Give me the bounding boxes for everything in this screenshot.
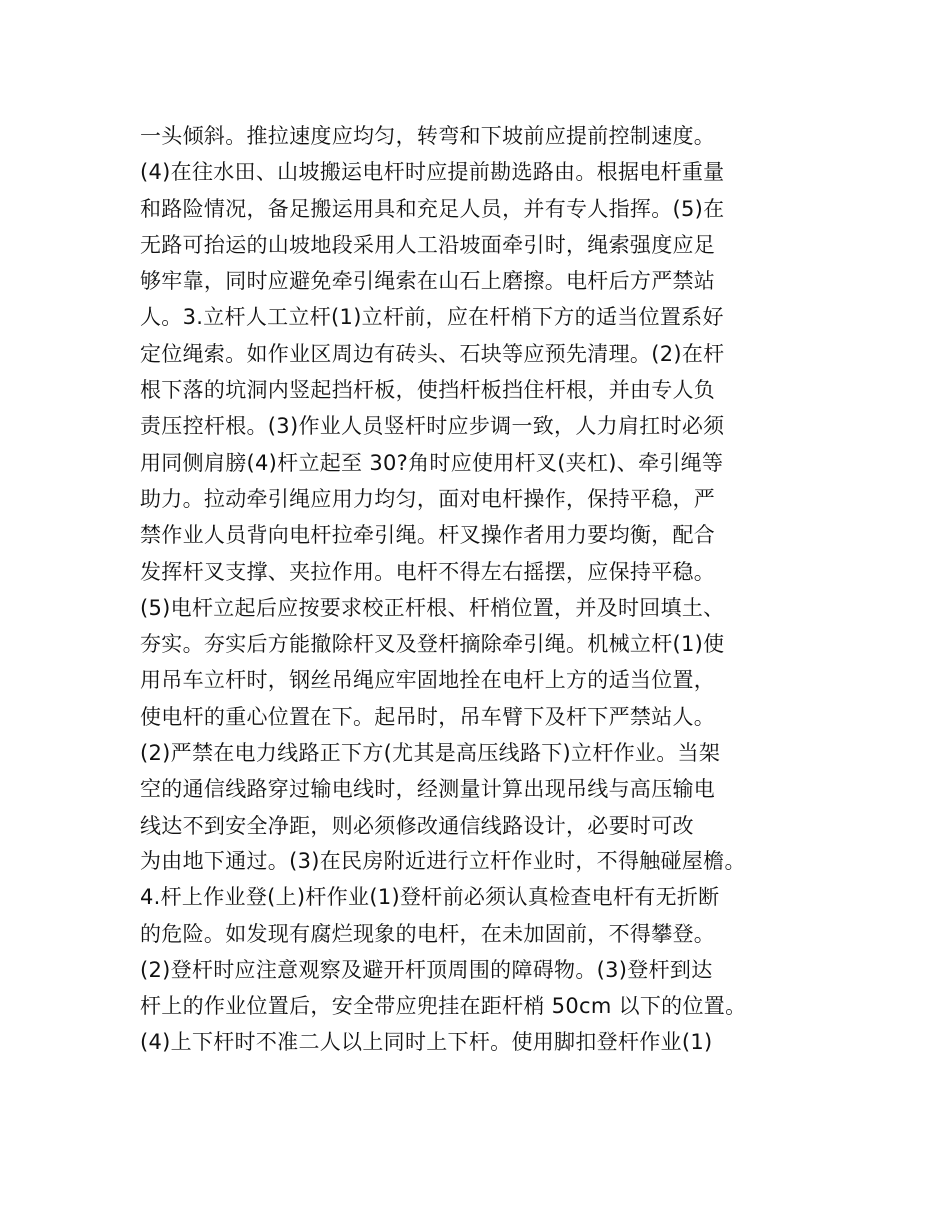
paragraph-block-2 xyxy=(140,843,840,1061)
text-line: 使电杆的重心位置在下。起吊时，吊车臂下及杆下严禁站人。 xyxy=(140,704,716,729)
text-line: 4.杆上作业登(上)杆作业(1)登杆前必须认真检查电杆有无折断 xyxy=(140,885,720,910)
text-line: 根下落的坑洞内竖起挡杆板，使挡杆板挡住杆根，并由专人负 xyxy=(140,378,716,403)
text-line: 的危险。如发现有腐烂现象的电杆，在未加固前，不得攀登。 xyxy=(140,921,716,946)
text-line: 责压控杆根。(3)作业人员竖杆时应步调一致，人力肩扛时必须 xyxy=(140,414,725,439)
text-line: 助力。拉动牵引绳应用力均匀，面对电杆操作，保持平稳，严 xyxy=(140,486,716,511)
text-line: (4)上下杆时不准二人以上同时上下杆。使用脚扣登杆作业(1) xyxy=(140,1030,713,1055)
text-line: 夯实。夯实后方能撤除杆叉及登杆摘除牵引绳。机械立杆(1)使 xyxy=(140,632,725,657)
text-line: 一头倾斜。推拉速度应均匀，转弯和下坡前应提前控制速度。 xyxy=(140,124,716,148)
text-line: 为由地下通过。(3)在民房附近进行立杆作业时，不得触碰屋檐。 xyxy=(140,849,746,873)
text-line: 人。3.立杆人工立杆(1)立杆前，应在杆梢下方的适当位置系好 xyxy=(140,305,724,330)
text-line: 定位绳索。如作业区周边有砖头、石块等应预先清理。(2)在杆 xyxy=(140,341,725,366)
text-line: 和路险情况，备足搬运用具和充足人员，并有专人指挥。(5)在 xyxy=(140,196,725,221)
text-line: 禁作业人员背向电杆拉牵引绳。杆叉操作者用力要均衡，配合 xyxy=(140,523,716,548)
text-line: 用同侧肩膀(4)杆立起至 30?角时应使用杆叉(夹杠)、牵引绳等 xyxy=(140,450,724,475)
text-line: 用吊车立杆时，钢丝吊绳应牢固地拴在电杆上方的适当位置， xyxy=(140,668,716,693)
text-line: (4)在往水田、山坡搬运电杆时应提前勘选路由。根据电杆重量 xyxy=(140,160,725,185)
text-line: 无路可抬运的山坡地段采用人工沿坡面牵引时，绳索强度应足 xyxy=(140,232,716,257)
text-line: (5)电杆立起后应按要求校正杆根、杆梢位置，并及时回填土、 xyxy=(140,595,725,620)
text-line: (2)严禁在电力线路正下方(尤其是高压线路下)立杆作业。当架 xyxy=(140,741,721,766)
text-line: 线达不到安全净距，则必须修改通信线路设计，必要时可改 xyxy=(140,813,694,838)
text-line: 空的通信线路穿过输电线时，经测量计算出现吊线与高压输电 xyxy=(140,777,716,802)
text-line: 发挥杆叉支撑、夹拉作用。电杆不得左右摇摆，应保持平稳。 xyxy=(140,559,716,584)
text-line: 杆上的作业位置后，安全带应兜挂在距杆梢 50cm 以下的位置。 xyxy=(140,994,747,1019)
text-line: 够牢靠，同时应避免牵引绳索在山石上磨擦。电杆后方严禁站 xyxy=(140,269,716,294)
paragraph-block-1 xyxy=(140,118,840,844)
text-line: (2)登杆时应注意观察及避开杆顶周围的障碍物。(3)登杆到达 xyxy=(140,957,713,982)
